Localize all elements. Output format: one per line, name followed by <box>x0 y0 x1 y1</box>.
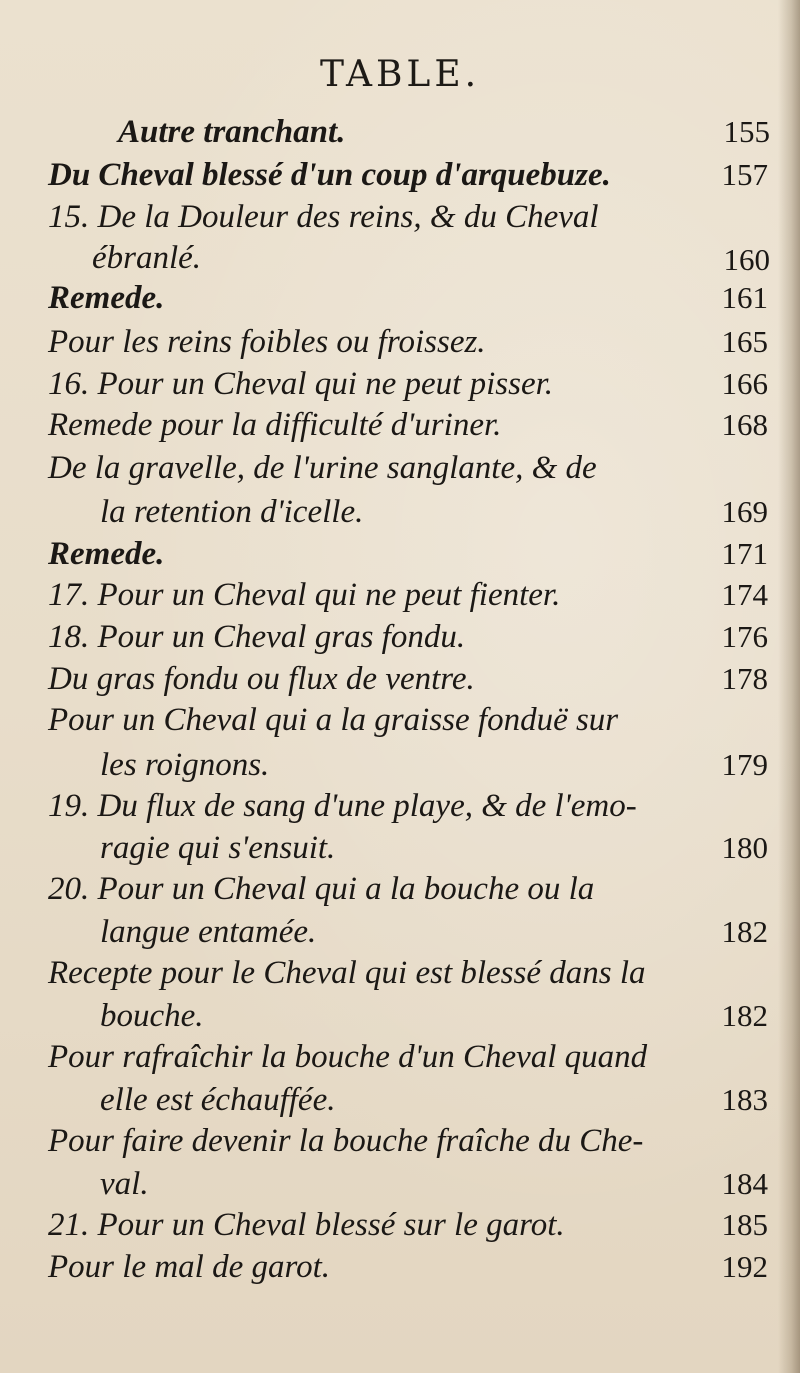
toc-entry-text: 18. Pour un Cheval gras fondu. <box>48 619 466 655</box>
toc-entry-text: val. <box>100 1166 149 1202</box>
toc-entry-text: Recepte pour le Cheval qui est blessé dans la <box>48 955 646 991</box>
toc-entry-page: 160 <box>723 242 770 277</box>
toc-entry-page: 183 <box>721 1082 768 1117</box>
toc-entry-text: Remede. <box>48 536 165 572</box>
toc-entry-page: 157 <box>721 157 768 192</box>
toc-entry-text: ragie qui s'ensuit. <box>100 830 336 866</box>
toc-entry-page: 169 <box>721 494 768 529</box>
toc-entry-text: Pour un Cheval qui a la graisse fonduë sur <box>48 702 619 738</box>
toc-entry-text: Pour les reins foibles ou froissez. <box>48 324 486 360</box>
toc-entry-text: 17. Pour un Cheval qui ne peut fienter. <box>48 577 561 613</box>
toc-entry-text: Pour rafraîchir la bouche d'un Cheval quand <box>48 1039 648 1075</box>
toc-entry-text: 21. Pour un Cheval blessé sur le garot. <box>48 1207 565 1243</box>
toc-entry-text: 16. Pour un Cheval qui ne peut pisser. <box>48 366 554 402</box>
toc-entry-page: 176 <box>721 619 768 654</box>
toc-entry-page: 178 <box>721 661 768 696</box>
toc-entry-text: bouche. <box>100 998 204 1034</box>
toc-entry-text: la retention d'icelle. <box>100 494 364 530</box>
toc-entry-text: Pour le mal de garot. <box>48 1249 330 1285</box>
toc-entry-page: 180 <box>721 830 768 865</box>
toc-entry-text: Remede pour la difficulté d'uriner. <box>48 407 502 443</box>
toc-entry-text: Du gras fondu ou flux de ventre. <box>48 661 475 697</box>
toc-entry-page: 185 <box>721 1207 768 1242</box>
toc-entry-page: 168 <box>721 407 768 442</box>
toc-entry-page: 179 <box>721 747 768 782</box>
toc-entry-page: 171 <box>721 536 768 571</box>
toc-entry-text: ébranlé. <box>92 240 202 276</box>
toc-entry-page: 166 <box>721 366 768 401</box>
toc-entry-text: Autre tranchant. <box>118 114 346 150</box>
toc-entry-text: Remede. <box>48 280 165 316</box>
toc-entry-text: elle est échauffée. <box>100 1082 336 1118</box>
toc-entry-text: 15. De la Douleur des reins, & du Cheval <box>48 199 599 235</box>
toc-entry-text: De la gravelle, de l'urine sanglante, & de <box>48 450 597 486</box>
toc-entry-text: les roignons. <box>100 747 270 783</box>
toc-entry-page: 182 <box>721 998 768 1033</box>
page-title: TABLE. <box>319 54 481 95</box>
toc-entry-text: langue entamée. <box>100 914 317 950</box>
toc-entry-page: 182 <box>721 914 768 949</box>
toc-entry-page: 161 <box>721 280 768 315</box>
toc-entry-page: 165 <box>721 324 768 359</box>
toc-entry-page: 174 <box>721 577 768 612</box>
toc-entry-page: 192 <box>721 1249 768 1284</box>
toc-entry-text: 20. Pour un Cheval qui a la bouche ou la <box>48 871 595 907</box>
toc-entry-text: 19. Du flux de sang d'une playe, & de l'emo- <box>48 788 637 824</box>
toc-entry-text: Du Cheval blessé d'un coup d'arquebuze. <box>48 157 611 193</box>
toc-entry-page: 184 <box>721 1166 768 1201</box>
toc-entry-text: Pour faire devenir la bouche fraîche du Che- <box>48 1123 644 1159</box>
toc-entry-page: 155 <box>723 114 770 149</box>
